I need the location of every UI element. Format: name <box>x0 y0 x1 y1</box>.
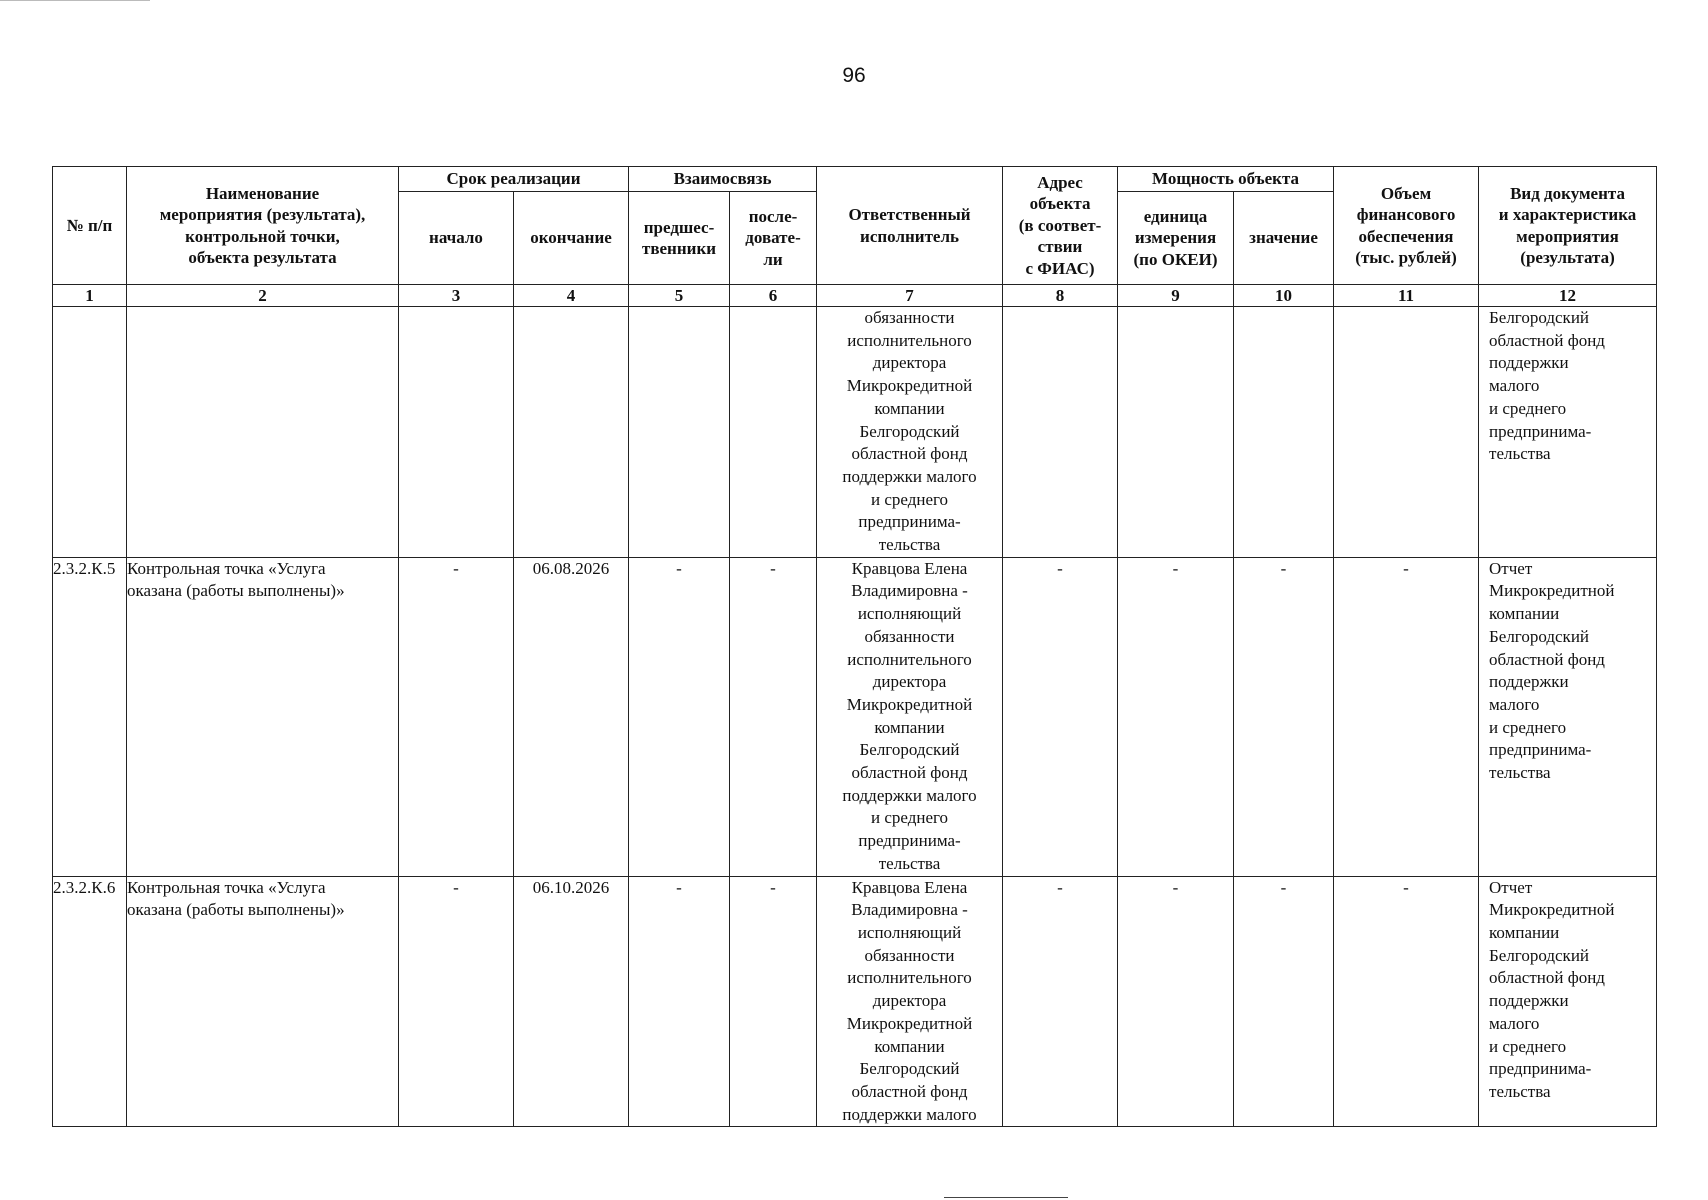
row-name: Контрольная точка «Услуга оказана (работы выполнены)» <box>127 557 399 876</box>
row-start: - <box>399 557 514 876</box>
column-number: 12 <box>1479 285 1657 307</box>
row-unit: - <box>1118 876 1234 1127</box>
column-number: 2 <box>127 285 399 307</box>
row-responsible: Кравцова Елена Владимировна - исполняющий обязанности исполнительного директора Микрокредитной компании Белгородский областной фонд поддержки малого <box>817 876 1003 1127</box>
row-name: Контрольная точка «Услуга оказана (работы выполнены)» <box>127 876 399 1127</box>
row-value: - <box>1234 557 1334 876</box>
row-finance: - <box>1334 557 1479 876</box>
column-number: 3 <box>399 285 514 307</box>
row-finance <box>1334 307 1479 558</box>
row-address: - <box>1003 557 1118 876</box>
row-end: 06.10.2026 <box>514 876 629 1127</box>
column-number-row <box>53 285 1657 307</box>
column-number: 10 <box>1234 285 1334 307</box>
row-finance: - <box>1334 876 1479 1127</box>
page-number: 96 <box>842 64 866 87</box>
header-responsible: Ответственный исполнитель <box>817 167 1003 285</box>
column-number: 9 <box>1118 285 1234 307</box>
header-name: Наименование мероприятия (результата), контрольной точки, объекта результата <box>127 167 399 285</box>
row-name <box>127 307 399 558</box>
column-number: 4 <box>514 285 629 307</box>
header-capacity-group: Мощность объекта <box>1118 167 1334 192</box>
row-unit <box>1118 307 1234 558</box>
row-address <box>1003 307 1118 558</box>
row-id: 2.3.2.К.6 <box>53 876 127 1127</box>
row-start <box>399 307 514 558</box>
row-id: 2.3.2.К.5 <box>53 557 127 876</box>
column-number: 7 <box>817 285 1003 307</box>
row-document: Отчет Микрокредитной компании Белгородский областной фонд поддержки малого и среднего предпринима- тельства <box>1479 876 1657 1127</box>
row-responsible: обязанности исполнительного директора Микрокредитной компании Белгородский областной фонд поддержки малого и среднего предпринима- тельства <box>817 307 1003 558</box>
header-address: Адрес объекта (в соответ- ствии с ФИАС) <box>1003 167 1118 285</box>
row-predecessors <box>629 307 730 558</box>
table-row <box>53 307 1657 558</box>
header-unit: единица измерения (по ОКЕИ) <box>1118 192 1234 285</box>
table-row <box>53 876 1657 1127</box>
column-number: 8 <box>1003 285 1118 307</box>
header-finance: Объем финансового обеспечения (тыс. рублей) <box>1334 167 1479 285</box>
header-successors: после- довате- ли <box>730 192 817 285</box>
header-predecessors: предшес- твенники <box>629 192 730 285</box>
row-predecessors: - <box>629 557 730 876</box>
row-start: - <box>399 876 514 1127</box>
table-row <box>53 557 1657 876</box>
row-document: Отчет Микрокредитной компании Белгородский областной фонд поддержки малого и среднего предпринима- тельства <box>1479 557 1657 876</box>
events-table <box>52 166 1657 1127</box>
row-end <box>514 307 629 558</box>
row-document: Белгородский областной фонд поддержки малого и среднего предпринима- тельства <box>1479 307 1657 558</box>
column-number: 1 <box>53 285 127 307</box>
column-number: 11 <box>1334 285 1479 307</box>
row-successors <box>730 307 817 558</box>
row-responsible: Кравцова Елена Владимировна - исполняющий обязанности исполнительного директора Микрокредитной компании Белгородский областной фонд поддержки малого и среднего предпринима- тельства <box>817 557 1003 876</box>
row-value <box>1234 307 1334 558</box>
column-number: 5 <box>629 285 730 307</box>
header-document: Вид документа и характеристика мероприятия (результата) <box>1479 167 1657 285</box>
header-link-group: Взаимосвязь <box>629 167 817 192</box>
header-number: № п/п <box>53 167 127 285</box>
scan-edge-mark-bottom <box>944 1197 1068 1198</box>
row-value: - <box>1234 876 1334 1127</box>
row-unit: - <box>1118 557 1234 876</box>
row-address: - <box>1003 876 1118 1127</box>
row-predecessors: - <box>629 876 730 1127</box>
row-successors: - <box>730 876 817 1127</box>
row-id <box>53 307 127 558</box>
row-successors: - <box>730 557 817 876</box>
scan-edge-mark-top <box>0 0 150 1</box>
column-number: 6 <box>730 285 817 307</box>
header-start: начало <box>399 192 514 285</box>
header-end: окончание <box>514 192 629 285</box>
header-row-1 <box>53 167 1657 192</box>
header-term-group: Срок реализации <box>399 167 629 192</box>
header-value: значение <box>1234 192 1334 285</box>
row-end: 06.08.2026 <box>514 557 629 876</box>
